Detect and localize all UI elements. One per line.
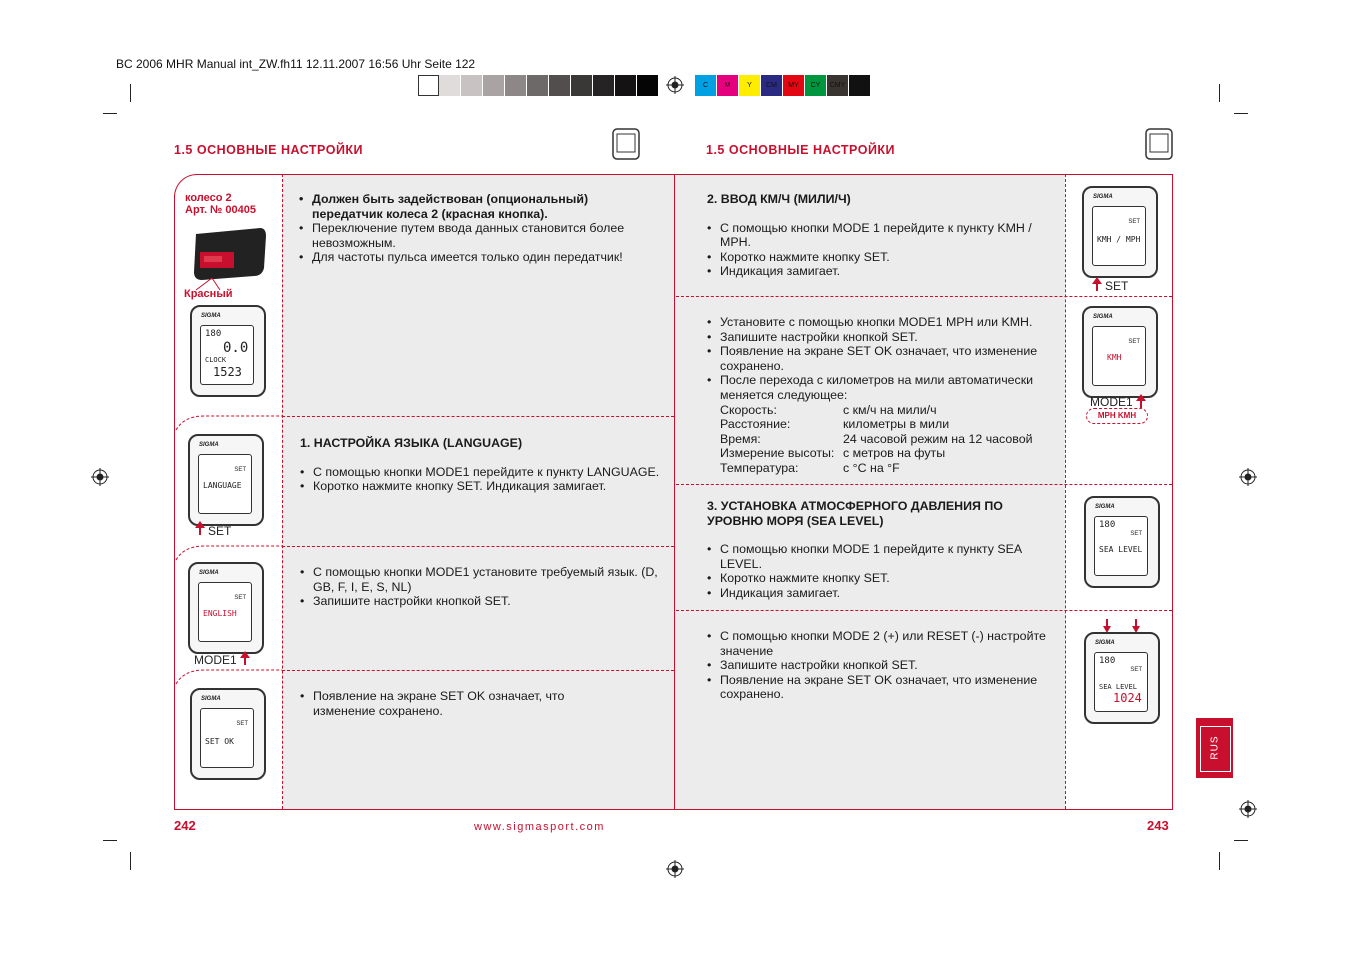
page-number-left: 242 <box>174 818 196 833</box>
watch-display: SIGMA SET KMH <box>1082 306 1158 398</box>
mph-kmh-toggle: MPH KMH <box>1086 408 1148 424</box>
arrow-up-icon <box>1135 393 1147 409</box>
device-icon <box>612 128 640 160</box>
print-header: BC 2006 MHR Manual int_ZW.fh11 12.11.2007 16:56 Uhr Seite 122 <box>116 57 476 71</box>
sigma-logo-icon: SIGMA <box>201 313 221 319</box>
block-sea-level: 3. УСТАНОВКА АТМОСФЕРНОГО ДАВЛЕНИЯ ПО УРОВНЮ МОРЯ (SEA LEVEL) • С помощью кнопки MODE 1 перейдите к пункту SEA LEVEL. • Коротко нажмите кнопку SET. • Индикация замигает. <box>707 499 1047 601</box>
right-section-title: 1.5 ОСНОВНЫЕ НАСТРОЙКИ <box>706 143 896 157</box>
mode1-button-label: MODE1 <box>1090 395 1133 409</box>
mode1-button-label: MODE1 <box>194 653 237 667</box>
sigma-logo-icon: SIGMA <box>199 570 219 576</box>
set-button-label: SET <box>208 524 232 538</box>
block-language-select: • С помощью кнопки MODE1 установите требуемый язык. (D, GB, F, I, E, S, NL) • Запишите настройки кнопкой SET. <box>300 565 660 609</box>
watch-display: SIGMA 180 SET SEA LEVEL 1024 <box>1084 632 1160 724</box>
sigma-logo-icon: SIGMA <box>201 696 221 702</box>
footer-url[interactable]: www.sigmasport.com <box>474 821 605 833</box>
language-tab: RUS <box>1196 718 1233 778</box>
registration-mark-icon <box>666 76 684 94</box>
sigma-logo-icon: SIGMA <box>1095 504 1115 510</box>
watch-display: SIGMA SET SET OK <box>190 688 266 780</box>
block-units: • Установите с помощью кнопки MODE1 MPH или KMH. • Запишите настройки кнопкой SET. • Появление на экране SET OK означает, что изменение сохранено. • После перехода с километров на мили автоматически меняется следующее: Скорость: с км/ч на мили/ч Расстояние: километры в мили Время: 24 часовой режим на 12 часовой Измерение высоты: с метров на футы Температура: с °С на °F <box>707 315 1062 476</box>
left-section-title: 1.5 ОСНОВНЫЕ НАСТРОЙКИ <box>174 143 364 157</box>
arrow-up-icon <box>239 650 251 666</box>
sigma-logo-icon: SIGMA <box>199 442 219 448</box>
block-language: 1. НАСТРОЙКА ЯЗЫКА (LANGUAGE) • С помощью кнопки MODE1 перейдите к пункту LANGUAGE. • Коротко нажмите кнопку SET. Индикация замигает. <box>300 436 660 494</box>
registration-mark-icon <box>666 860 684 878</box>
section-heading: 3. УСТАНОВКА АТМОСФЕРНОГО ДАВЛЕНИЯ ПО УРОВНЮ МОРЯ (SEA LEVEL) <box>707 499 1003 528</box>
block-wheel2: • Должен быть задействован (опциональный) передатчик колеса 2 (красная кнопка). • Переключение путем ввода данных становится более невозможным. • Для частоты пульса имеется только один передатчик! <box>299 192 659 265</box>
block-sea-level-value: • С помощью кнопки MODE 2 (+) или RESET (-) настройте значение • Запишите настройки кнопкой SET. • Появление на экране SET OK означает, что изменение сохранено. <box>707 629 1047 702</box>
arrow-up-icon <box>194 520 206 536</box>
sigma-logo-icon: SIGMA <box>1095 640 1115 646</box>
watch-display: SIGMA 180 0.0 CLOCK 1523 <box>190 305 266 397</box>
watch-display: SIGMA SET KMH / MPH <box>1082 186 1158 278</box>
watch-display: SIGMA SET ENGLISH <box>188 562 264 654</box>
article-label: Арт. № 00405 <box>185 204 256 216</box>
red-label: Красный <box>184 288 233 300</box>
sigma-logo-icon: SIGMA <box>1093 314 1113 320</box>
sigma-logo-icon: SIGMA <box>1093 194 1113 200</box>
section-heading: 1. НАСТРОЙКА ЯЗЫКА (LANGUAGE) <box>300 436 523 450</box>
block-set-ok: • Появление на экране SET OK означает, что изменение сохранено. <box>300 689 580 718</box>
arrow-up-icon <box>1091 276 1103 292</box>
block-kmh: 2. ВВОД КМ/Ч (МИЛИ/Ч) • С помощью кнопки MODE 1 перейдите к пункту KMH / MPH. • Коротко нажмите кнопку SET. • Индикация замигает. <box>707 192 1057 279</box>
watch-display: SIGMA SET LANGUAGE <box>188 434 264 526</box>
device-icon <box>1145 128 1173 160</box>
watch-display: SIGMA 180 SET SEA LEVEL <box>1084 496 1160 588</box>
set-button-label: SET <box>1105 279 1129 293</box>
section-heading: 2. ВВОД КМ/Ч (МИЛИ/Ч) <box>707 192 851 206</box>
page-number-right: 243 <box>1147 818 1169 833</box>
registration-mark-icon <box>1239 468 1257 486</box>
wheel-label: колесо 2 <box>185 192 232 204</box>
registration-mark-icon <box>1239 800 1257 818</box>
registration-mark-icon <box>91 468 109 486</box>
units-table: Скорость: с км/ч на мили/ч Расстояние: километры в мили Время: 24 часовой режим на 12 часовой Измерение высоты: с метров на футы Температура: с °С на °F <box>720 402 1033 475</box>
transmitter-image <box>190 224 268 292</box>
